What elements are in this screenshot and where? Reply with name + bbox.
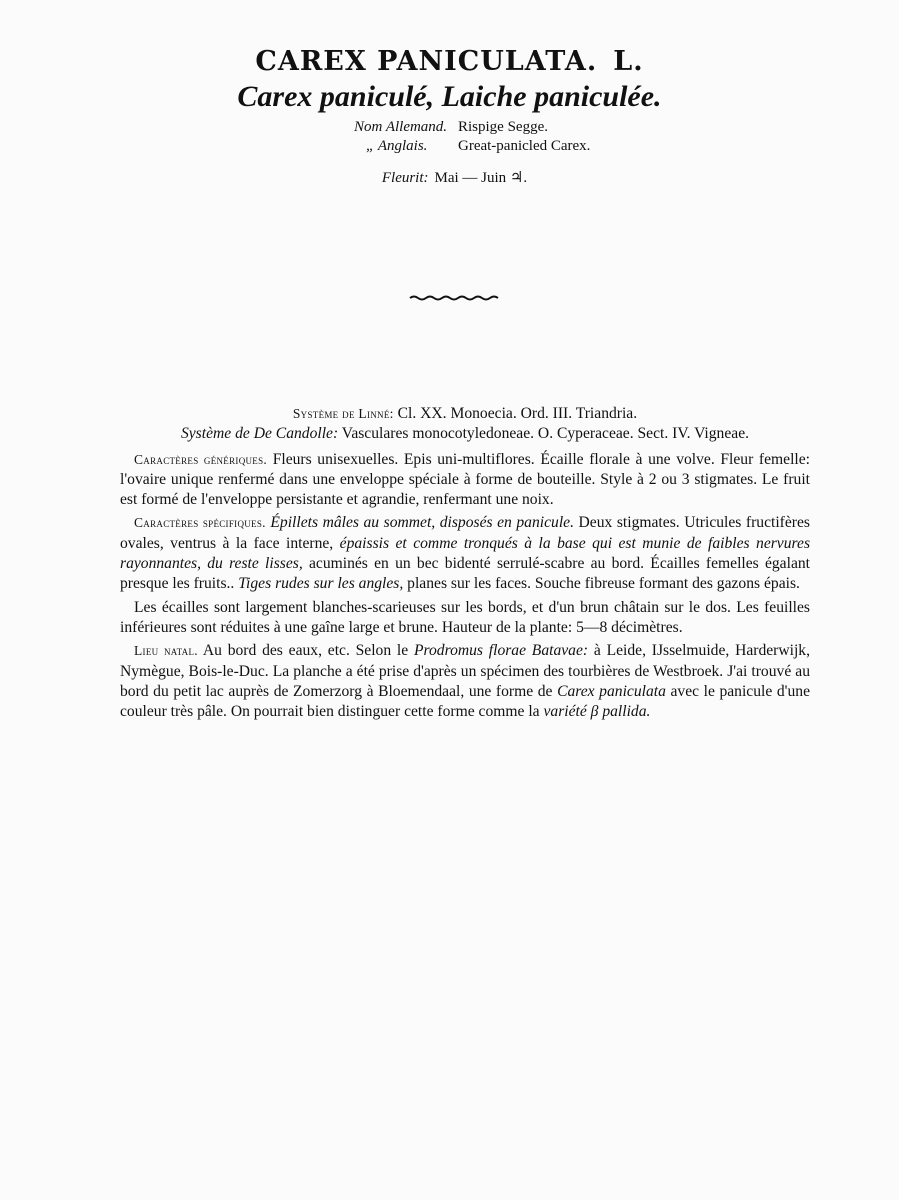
generic-text: Fleurs unisexuelles. Epis uni-multiflores. Écaille florale à une volve. Fleur femelle: l'ovaire unique renfermé dans une enveloppe spéciale à forme de bouteille. Style à 2 ou 3 stigmates. Le fruit est formé de l'enveloppe persistante et agrandie, renfermant une noix. [120, 450, 810, 509]
decandolle-system [120, 424, 810, 444]
decandolle-label: Système de De Candolle: [180, 425, 339, 443]
specific-italic-1: Épillets mâles au sommet, disposés en panicule. [270, 514, 574, 532]
habitat-text-1: Au bord des eaux, etc. Selon le [197, 642, 414, 660]
habitat-italic-3: variété β pallida. [543, 703, 651, 721]
common-names [354, 118, 590, 156]
divider-ornament [408, 293, 500, 303]
linne-value: Cl. XX. Monoecia. Ord. III. Triandria. [397, 405, 638, 422]
german-name-row [354, 118, 590, 137]
english-label: „ Anglais. [366, 138, 428, 154]
linne-label: Système de Linné: [292, 406, 394, 421]
german-label: Nom Allemand. [354, 119, 448, 135]
linne-system [120, 404, 810, 424]
latin-name: CAREX PANICULATA. [255, 46, 598, 77]
latin-title [0, 46, 899, 77]
specific-text-3: planes sur les faces. Souche fibreuse formant des gazons épais. [403, 575, 800, 593]
decandolle-value: Vasculares monocotyledoneae. O. Cyperaceae. Sect. IV. Vigneae. [341, 425, 750, 443]
habitat-italic-1: Prodromus florae Batavae: [413, 642, 589, 660]
description-body [120, 404, 810, 725]
flowering-value: Mai — Juin ♃. [434, 170, 528, 186]
generic-label: Caractères génériques. [134, 451, 268, 467]
specific-label: Caractères spécifiques. [134, 515, 266, 531]
french-title: Carex paniculé, Laiche paniculée. [237, 80, 662, 113]
habitat-text-3: avec le panicule d'une couleur très pâle. On pourrait bien distinguer cette forme comme la [120, 682, 810, 721]
generic-characters [120, 450, 810, 511]
authority: L. [613, 46, 644, 77]
flowering-line [0, 168, 899, 187]
habitat-text-2: à Leide, IJsselmuide, Harderwijk, Nymègue, Bois-le-Duc. La planche a été prise d'après un spécimen des tourbières de Westbroek. J'ai trouvé au bord du petit lac auprès de Zomerzorg à Bloemendaal, une forme de [120, 642, 810, 700]
habitat-paragraph [120, 641, 810, 722]
flowering-label: Fleurit: [381, 170, 429, 186]
specific-characters [120, 513, 810, 594]
english-name-row [354, 137, 590, 156]
german-name: Rispige Segge. [458, 119, 548, 135]
specific-italic-2: épaissis et comme tronqués à la base qui est munie de faibles nervures rayonnantes, du reste lisses, [120, 534, 811, 573]
specific-text-2: acuminés en un bec bidenté serrulé-scabre au bord. Écailles femelles égalant presque les fruits.. [120, 555, 810, 593]
specific-text-1: Deux stigmates. Utricules fructifères ovales, ventrus à la face interne, [120, 514, 810, 552]
habitat-label: Lieu natal. [134, 643, 198, 659]
scales-paragraph: Les écailles sont largement blanches-scarieuses sur les bords, et d'un brun châtain sur le dos. Les feuilles inférieures sont réduites à une gaîne large et brune. Hauteur de la plante: 5—8 décimètres. [120, 598, 810, 636]
english-name: Great-panicled Carex. [458, 138, 591, 154]
specific-italic-3: Tiges rudes sur les angles, [238, 575, 404, 593]
habitat-italic-2: Carex paniculata [557, 682, 666, 700]
